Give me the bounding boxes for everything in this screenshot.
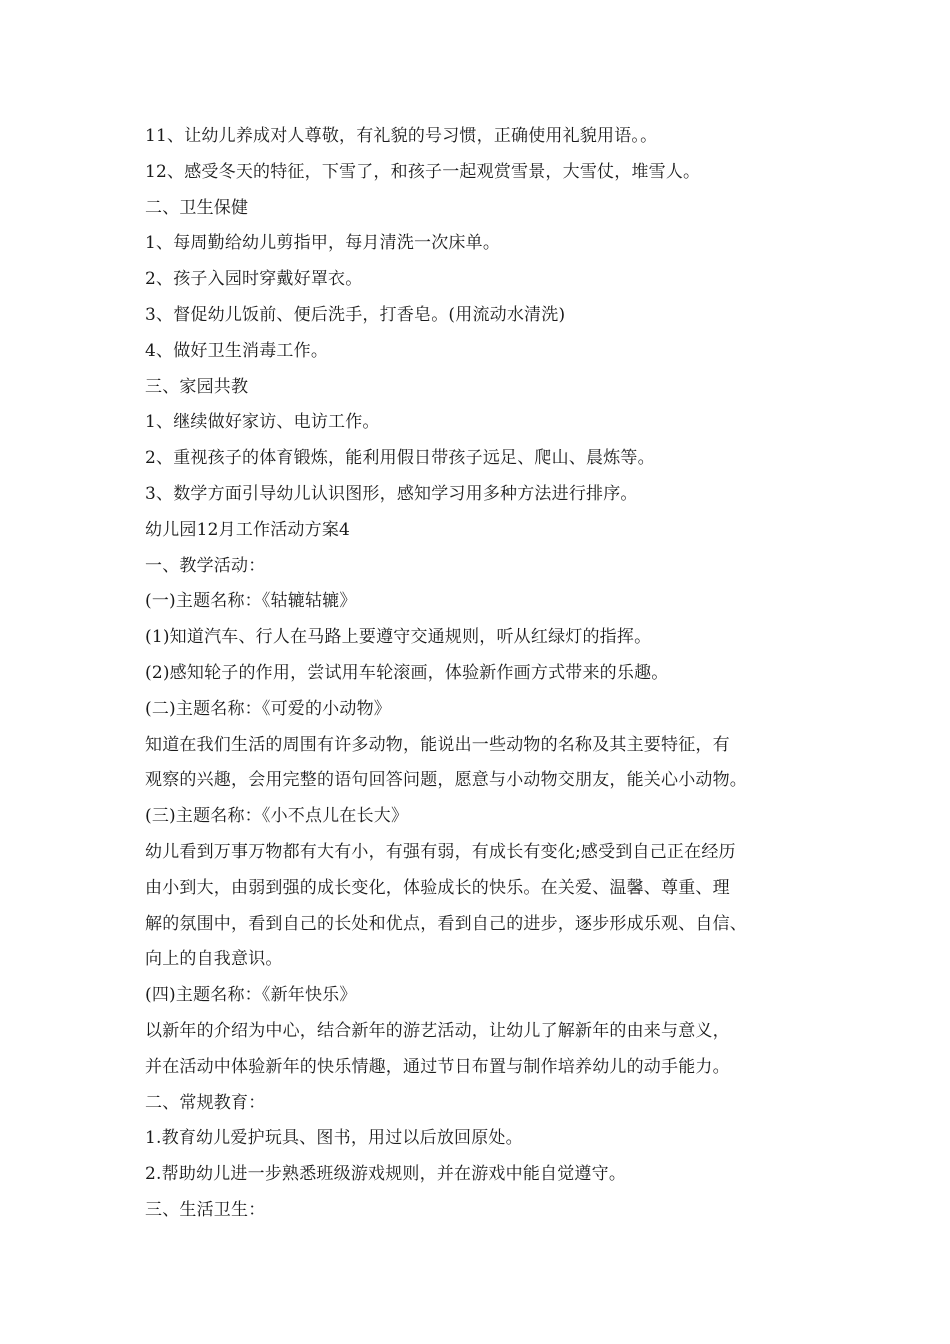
text-line: 4、做好卫生消毒工作。: [145, 340, 329, 361]
text-line: 12、感受冬天的特征，下雪了，和孩子一起观赏雪景，大雪仗，堆雪人。: [145, 161, 701, 182]
text-line: 2.帮助幼儿进一步熟悉班级游戏规则，并在游戏中能自觉遵守。: [145, 1164, 627, 1185]
text-line: 3、数学方面引导幼儿认识图形，感知学习用多种方法进行排序。: [145, 483, 638, 504]
subsection-heading: (二)主题名称：《可爱的小动物》: [145, 698, 391, 719]
section-heading: 三、生活卫生：: [145, 1199, 266, 1220]
subsection-heading: (一)主题名称：《轱辘轱辘》: [145, 591, 357, 612]
subsection-heading: (四)主题名称：《新年快乐》: [145, 985, 357, 1006]
text-line: 由小到大，由弱到强的成长变化，体验成长的快乐。在关爱、温馨、尊重、理: [145, 877, 730, 898]
text-line: 观察的兴趣，会用完整的语句回答问题，愿意与小动物交朋友，能关心小动物。: [145, 770, 747, 791]
subsection-heading: (三)主题名称：《小不点儿在长大》: [145, 806, 409, 827]
text-line: 1.教育幼儿爱护玩具、图书，用过以后放回原处。: [145, 1128, 523, 1149]
text-line: 2、孩子入园时穿戴好罩衣。: [145, 269, 363, 290]
text-line: 1、每周勤给幼儿剪指甲，每月清洗一次床单。: [145, 233, 501, 254]
section-heading: 二、常规教育：: [145, 1092, 266, 1113]
text-line: 知道在我们生活的周围有许多动物，能说出一些动物的名称及其主要特征，有: [145, 734, 730, 755]
section-heading: 一、教学活动：: [145, 555, 266, 576]
text-line: 1、继续做好家访、电访工作。: [145, 412, 380, 433]
text-line: 向上的自我意识。: [145, 949, 283, 970]
section-heading: 三、家园共教: [145, 376, 249, 397]
document-body: [145, 119, 825, 1229]
text-line: 11、让幼儿养成对人尊敬，有礼貌的号习惯，正确使用礼貌用语。。: [145, 126, 658, 146]
text-line: 2、重视孩子的体育锻炼，能利用假日带孩子远足、爬山、晨炼等。: [145, 448, 655, 469]
text-line: (2)感知轮子的作用，尝试用车轮滚画，体验新作画方式带来的乐趣。: [145, 662, 669, 683]
text-line: 幼儿看到万事万物都有大有小，有强有弱，有成长有变化;感受到自己正在经历: [145, 841, 736, 862]
text-line: 以新年的介绍为中心，结合新年的游艺活动，让幼儿了解新年的由来与意义，: [145, 1020, 730, 1041]
text-line: (1)知道汽车、行人在马路上要遵守交通规则，听从红绿灯的指挥。: [145, 627, 652, 648]
document-title: 幼儿园12月工作活动方案4: [145, 519, 351, 540]
text-line: 3、督促幼儿饭前、便后洗手，打香皂。(用流动水清洗): [145, 304, 566, 325]
text-line: 并在活动中体验新年的快乐情趣，通过节日布置与制作培养幼儿的动手能力。: [145, 1056, 730, 1077]
text-line: 解的氛围中，看到自己的长处和优点，看到自己的进步，逐步形成乐观、自信、: [145, 913, 747, 934]
section-heading: 二、卫生保健: [145, 197, 249, 218]
